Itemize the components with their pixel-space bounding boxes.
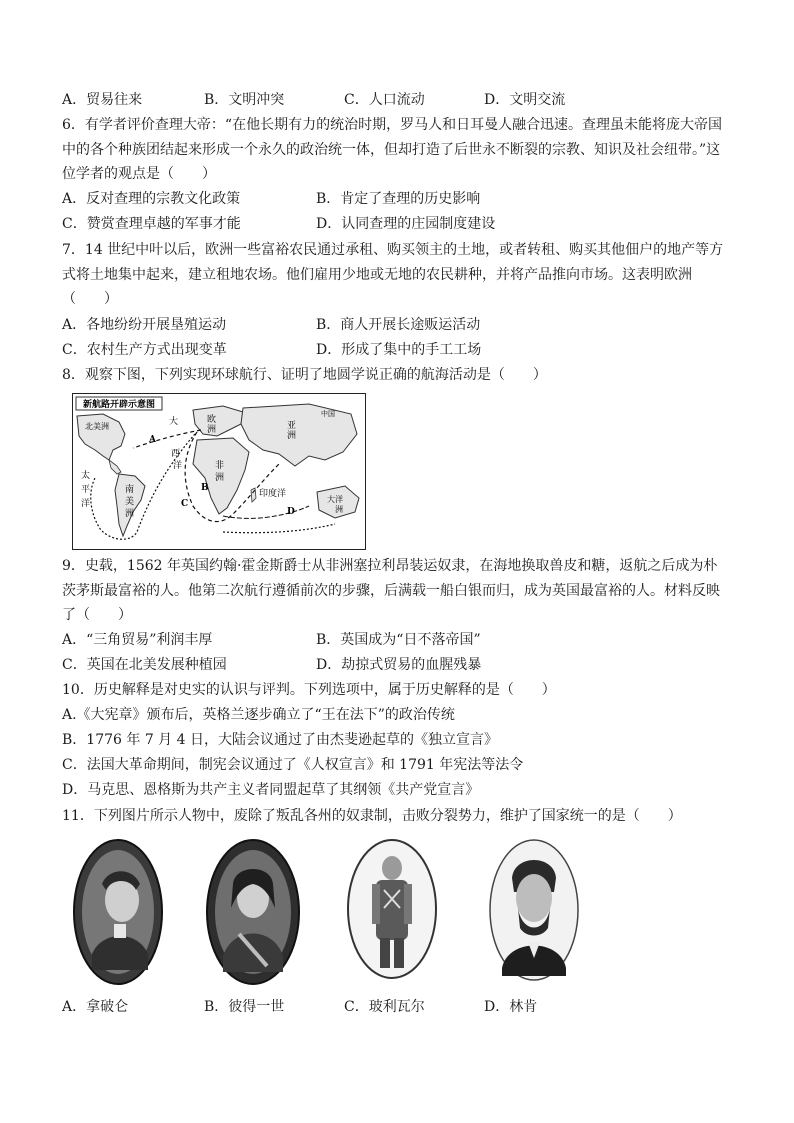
map-label-australia-1: 大洋 [327,495,343,504]
q6-stem-line-2: 中的各个种族团结起来形成一个永久的政治统一体，但却打造了后世永不断裂的宗教、知识及社会纽带。”这 [62,142,721,158]
q10-option-a: A.《大宪章》颁布后，英格兰逐步确立了“王在法下”的政治传统 [62,707,455,723]
q6-option-b: B．肯定了查理的历史影响 [316,191,481,207]
map-label-africa-1: 非 [215,461,225,471]
q11-stem: 11．下列图片所示人物中，废除了叛乱各州的奴隶制，击败分裂势力，维护了国家统一的是（ ） [62,808,682,824]
q9-stem-line-2: 茨茅斯最富裕的人。他第二次航行遵循前次的步骤，后满载一船白银而归，成为英国最富裕的人。材料反映 [62,583,720,599]
q6-stem-line-1: 6．有学者评价查理大帝：“在他长期有力的统治时期，罗马人和日耳曼人融合迅速。查理虽未能将庞大帝国 [62,117,723,133]
map-label-australia-2: 洲 [335,505,343,514]
q7-stem-line-3: （ ） [62,291,118,307]
q5-option-d: D．文明交流 [484,92,566,108]
q9-option-d: D．劫掠式贸易的血腥残暴 [316,657,482,673]
q10-stem: 10．历史解释是对史实的认识与评判。下列选项中，属于历史解释的是（ ） [62,682,556,698]
map-label-route-b: B [201,483,209,493]
q7-option-c: C．农村生产方式出现变革 [62,342,227,358]
central-america-landmass [109,460,121,474]
map-label-europe-2: 洲 [207,425,217,435]
map-label-north-america: 北美洲 [85,422,109,431]
q6-option-c: C．赞赏查理卓越的军事才能 [62,216,241,232]
north-america-landmass [77,414,125,460]
q5-option-c: C．人口流动 [344,92,425,108]
q9-stem-line-1: 9．史载，1562 年英国约翰·霍金斯爵士从非洲塞拉利昂装运奴隶，在海地换取兽皮和糖，返航之后成为朴 [62,558,718,574]
q9-stem-line-3: 了（ ） [62,607,132,623]
map-label-pacific-1: 太 [81,471,91,481]
portrait-peter-the-great [205,838,301,986]
asia-landmass [241,404,357,466]
map-label-pacific-2: 平 [81,485,91,495]
map-label-china: 中国 [321,410,335,418]
map-label-asia-2: 洲 [287,431,297,441]
q10-option-c: C．法国大革命期间，制宪会议通过了《人权宣言》和 1791 年宪法等法令 [62,757,524,773]
map-label-asia-1: 亚 [287,421,297,431]
q11-option-b: B．彼得一世 [204,999,285,1015]
q9-option-a: A．“三角贸易”利润丰厚 [62,632,213,648]
map-label-south-america-1: 南 [125,485,135,495]
portrait-napoleon [72,838,164,986]
portrait-bolivar [346,838,438,980]
map-label-route-c: C [181,499,189,509]
q6-stem-line-3: 位学者的观点是（ ） [62,166,216,182]
q6-option-a: A．反对查理的宗教文化政策 [62,191,241,207]
map-label-south-america-3: 洲 [125,509,135,519]
map-label-europe-1: 欧 [207,415,217,425]
q5-option-a: A．贸易往来 [62,92,143,108]
map-title: 新航路开辟示意图 [82,400,156,410]
q11-option-d: D．林肯 [484,999,538,1015]
q8-stem: 8．观察下图，下列实现环球航行、证明了地圆学说正确的航海活动是（ ） [62,367,547,383]
map-label-south-america-2: 美 [125,497,135,507]
q9-option-b: B．英国成为“日不落帝国” [316,632,481,648]
q11-option-a: A．拿破仑 [62,999,129,1015]
route-d-line [223,506,309,518]
q5-option-b: B．文明冲突 [204,92,285,108]
q7-stem-line-2: 式将土地集中起来，建立租地农场。他们雇用少地或无地的农民耕种，并将产品推向市场。这表明欧洲 [62,267,692,283]
map-label-route-d: D [287,507,295,517]
q7-option-b: B．商人开展长途贩运活动 [316,317,481,333]
q10-option-d: D．马克思、恩格斯为共产主义者同盟起草了其纲领《共产党宣言》 [62,782,480,798]
q7-option-a: A．各地纷纷开展垦殖运动 [62,317,227,333]
portrait-lincoln [488,838,580,982]
voyage-map [72,393,366,550]
q7-option-d: D．形成了集中的手工工场 [316,342,482,358]
map-label-atlantic-2: 西 [171,449,181,459]
map-label-pacific-3: 洋 [81,499,91,509]
europe-landmass [193,406,243,436]
q7-stem-line-1: 7．14 世纪中叶以后，欧洲一些富裕农民通过承租、购买领主的土地，或者转租、购买其他佃户的地产等方 [62,242,724,258]
map-label-atlantic-3: 洋 [173,461,183,471]
q6-option-d: D．认同查理的庄园制度建设 [316,216,496,232]
map-label-indian-ocean: 印度洋 [259,489,287,499]
map-label-africa-2: 洲 [215,473,225,483]
map-label-atlantic-1: 大 [169,417,179,427]
map-label-route-a: A [149,435,156,445]
q9-option-c: C．英国在北美发展种植园 [62,657,227,673]
q11-option-c: C．玻利瓦尔 [344,999,425,1015]
q10-option-b: B．1776 年 7 月 4 日，大陆会议通过了由杰斐逊起草的《独立宣言》 [62,732,498,748]
